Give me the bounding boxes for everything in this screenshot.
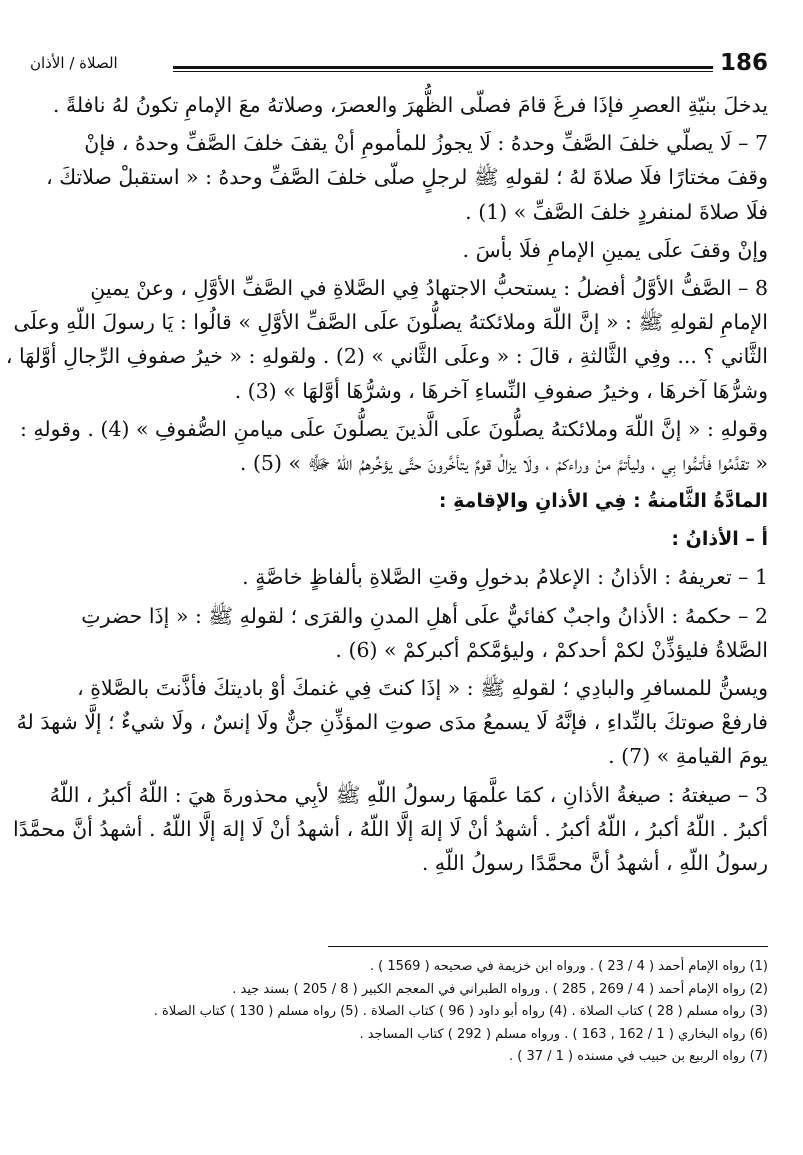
footnote: (2) رواه الإمام أحمد ( 4 / 269 , 285 ) . ورواه الطبراني في المعجم الكبير ( 8 / 205 ) بسند جيد . xyxy=(232,981,768,997)
text-line: فلَا صلاةَ لمنفردٍ خلفَ الصَّفِّ » (1) . xyxy=(465,199,768,224)
text-line: الإمامِ لقولهِ ﷺ : « إنَّ اللّهَ وملائكتهُ يصلُّونَ علَى الصَّفِّ الأوَّلِ » قالُوا : يَا رسولَ اللّهِ وعلَى xyxy=(13,310,768,335)
body-text xyxy=(5,88,768,880)
text-line: وشرُّهَا آخرهَا ، وخيرُ صفوفِ النِّساءِ آخرهَا ، وشرُّهَا أوَّلهَا » (3) . xyxy=(234,378,768,403)
text-line: وقفَ مختارًا فلَا صلاةَ لهُ ؛ لقولهِ ﷺ لرجلٍ صلّى خلفَ الصَّفِّ وحدهُ : « استقبلْ صلاتكَ ، xyxy=(46,165,768,190)
text-line: 1 – تعريفهُ : الأذانُ : الإعلامُ بدخولِ وقتِ الصَّلاةِ بألفاظٍ خاصَّةٍ . xyxy=(242,565,768,590)
running-header xyxy=(30,50,768,80)
text-line: أكبرُ . اللّهُ أكبرُ ، اللّهُ أكبرُ . أشهدُ أنْ لَا إلهَ إلَّا اللّهُ ، أشهدُ أنْ لَا إلهَ إلَّا اللّهُ . أشهدُ أنَّ محمَّدًا xyxy=(13,816,768,841)
text-line: وقولهِ : « إنَّ اللّهَ وملائكتهُ يصلُّونَ علَى الَّذينَ يصلُّونَ علَى ميامنِ الصُّفوفِ » (4) . وقولهِ : xyxy=(19,416,768,441)
text-line: يومَ القيامةِ » (7) . xyxy=(608,744,768,769)
header-rule-thick xyxy=(173,66,713,69)
footnote-separator xyxy=(328,946,768,947)
text-line: رسولُ اللّهِ ، أشهدُ أنَّ محمَّدًا رسولُ اللّهِ . xyxy=(421,850,768,875)
footnote: (1) رواه الإمام أحمد ( 4 / 23 ) . ورواه ابن خزيمة في صحيحه ( 1569 ) . xyxy=(369,959,768,974)
text-line: وإنْ وقفَ علَى يمينِ الإمامِ فلَا بأسَ . xyxy=(462,237,768,262)
text-line: يدخلَ بنيّةِ العصرِ فإذَا فرغَ قامَ فصلّى الظُّهرَ والعصرَ، وصلاتهُ معَ الإمامِ تكونُ لهُ نافلةً . xyxy=(52,93,768,117)
text-line: 2 – حكمهُ : الأذانُ واجبٌ كفائيٌّ علَى أهلِ المدنِ والقرَى ؛ لقولهِ ﷺ : « إذَا حضرتِ xyxy=(81,603,768,628)
footnote: (6) رواه البخاري ( 1 / 162 , 163 ) . ورواه مسلم ( 292 ) كتاب المساجد . xyxy=(359,1026,768,1042)
text-line: فارفعْ صوتكَ بالنِّداءِ ، فإنَّهُ لَا يسمعُ مدَى صوتِ المؤذِّنِ جنٌّ ولَا إنسٌ ، ولَا شيءٌ ؛ إلَّا شهدَ لهُ xyxy=(16,710,768,735)
footnotes xyxy=(30,956,768,1069)
text-line: 3 – صيغتهُ : صيغةُ الأذانِ ، كمَا علَّمهَا رسولُ اللّهِ ﷺ لأبِي محذورةَ هيَ : اللّهُ أكبرُ ، اللّهُ xyxy=(49,782,768,807)
text-line: ويسنُّ للمسافرِ والبادِي ؛ لقولهِ ﷺ : « إذَا كنتَ فِي غنمكَ أوْ باديتكَ فأذَّنتَ بالصَّلاةِ ، xyxy=(77,676,768,700)
text-line: « تقدَّمُوا فأتمُّوا بِي ، وليأتمَّ منْ وراءكمْ ، ولَا يزالُ قومٌ يتأخَّرونَ حتَّى يؤخِّرهمُ اللّهُ ﷻ » (5) . xyxy=(239,450,768,475)
header-rule-thin xyxy=(173,71,713,72)
header-title: الصلاة / الأذان xyxy=(30,54,118,72)
footnote: (7) رواه الربيع بن حبيب في مسنده ( 1 / 37 ) . xyxy=(508,1049,768,1064)
footnote: (3) رواه مسلم ( 28 ) كتاب الصلاة . (4) رواه أبو داود ( 96 ) كتاب الصلاة . (5) رواه مسلم ( 130 ) كتاب الصلاة . xyxy=(153,1004,768,1019)
text-line: الصَّلاةُ فليؤذِّنْ لكمْ أحدكمْ ، وليؤمَّكمْ أكبركمْ » (6) . xyxy=(335,637,768,662)
text-line: 8 – الصَّفُّ الأوَّلُ أفضلُ : يستحبُّ الاجتهادُ فِي الصَّلاةِ في الصَّفِّ الأوَّلِ ، وعنْ يمينِ xyxy=(90,275,768,300)
subsection-heading: أ – الأذانُ : xyxy=(671,528,768,551)
text-line: 7 – لَا يصلّي خلفَ الصَّفِّ وحدهُ : لَا يجوزُ للمأمومِ أنْ يقفَ خلفَ الصَّفِّ وحدهُ ، فإنْ xyxy=(84,131,768,156)
text-line: الثَّاني ؟ ... وفِي الثَّالثةِ ، قالَ : « وعلَى الثَّاني » (2) . ولقولهِ : « خيرُ صفوفِ الرِّجالِ أوَّلهَا ، xyxy=(5,344,768,369)
section-heading: المادَّةُ الثَّامنةُ : فِي الأذانِ والإقامةِ : xyxy=(438,490,768,513)
page-number: 186 xyxy=(719,50,768,76)
